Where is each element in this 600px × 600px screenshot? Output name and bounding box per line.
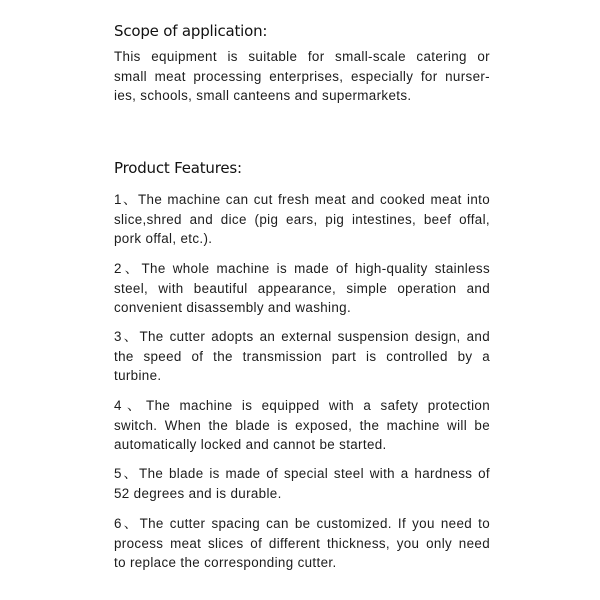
text-line: 4、The machine is equipped with a safety protection	[114, 398, 490, 413]
feature-item-1	[114, 190, 490, 249]
text-line: 3、The cutter adopts an external suspension design, and	[114, 329, 490, 344]
text-line: 2、The whole machine is made of high-quality stainless	[114, 261, 490, 276]
scope-paragraph	[114, 47, 490, 106]
text-line: convenient disassembly and washing.	[114, 300, 352, 315]
text-line: process meat slices of different thickness, you only need	[114, 535, 490, 551]
feature-item-2	[114, 259, 490, 318]
text-line: steel, with beautiful appearance, simple operation and	[114, 280, 490, 296]
text-line: 6、The cutter spacing can be customized. If you need to	[114, 516, 490, 531]
text-line: This equipment is suitable for small-scale catering or	[114, 49, 490, 64]
text-line: to replace the corresponding cutter.	[114, 555, 337, 570]
feature-item-3	[114, 327, 490, 386]
text-line: small meat processing enterprises, especially for nurser-	[114, 68, 490, 84]
text-line: turbine.	[114, 368, 162, 383]
text-line: switch. When the blade is exposed, the machine will be	[114, 417, 490, 433]
text-line: pork offal, etc.).	[114, 231, 213, 246]
text-line: slice,shred and dice (pig ears, pig intestines, beef offal,	[114, 211, 490, 227]
feature-item-4	[114, 396, 490, 455]
feature-item-5	[114, 464, 490, 503]
text-line: 1、The machine can cut fresh meat and cooked meat into	[114, 192, 490, 207]
text-line: 5、The blade is made of special steel with a hardness of	[114, 466, 490, 481]
features-heading: Product Features:	[114, 159, 242, 177]
text-line: 52 degrees and is durable.	[114, 485, 282, 501]
feature-item-6	[114, 514, 490, 573]
scope-heading: Scope of application:	[114, 22, 268, 40]
text-line: automatically locked and cannot be started.	[114, 437, 387, 452]
text-line: the speed of the transmission part is controlled by a	[114, 348, 490, 364]
text-line: ies, schools, small canteens and supermarkets.	[114, 88, 412, 103]
